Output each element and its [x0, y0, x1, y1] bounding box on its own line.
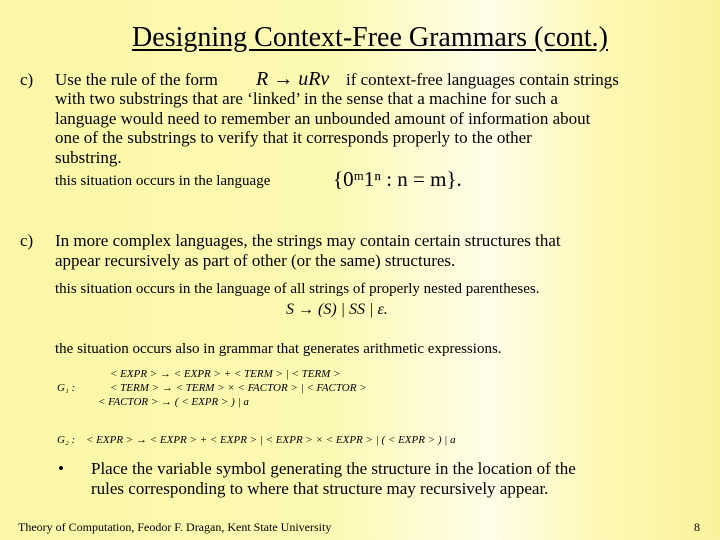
- item2-line: appear recursively as part of other (or the same) structures.: [55, 250, 456, 270]
- footer-credit: Theory of Computation, Feodor F. Dragan, Kent State University: [18, 520, 332, 534]
- item1-example-text: this situation occurs in the language: [55, 173, 271, 189]
- page-number: 8: [694, 520, 700, 534]
- g2-rule: < EXPR > → < EXPR > + < EXPR > | < EXPR > × < EXPR > | ( < EXPR > ) | a: [86, 434, 456, 446]
- g1-rules: [98, 367, 367, 409]
- g2-label: G₂ :: [57, 434, 76, 446]
- item1-example-set: {0ᵐ1ⁿ : n = m}.: [333, 167, 462, 191]
- item1-line: substring.: [55, 147, 122, 167]
- paren-rule: S → (S) | SS | ε.: [286, 301, 388, 318]
- bullet-line: rules corresponding to where that structure may recursively appear.: [91, 478, 549, 498]
- g1-rule: < FACTOR > → ( < EXPR > ) | a: [98, 396, 249, 408]
- item1-line: one of the substrings to verify that it corresponds properly to the other: [55, 128, 532, 147]
- item2-body: [55, 231, 715, 270]
- g1-rule: < EXPR > → < EXPR > + < TERM > | < TERM >: [110, 368, 341, 380]
- item1-first-line: [55, 70, 218, 90]
- bullet-icon: •: [58, 459, 64, 478]
- slide-title: Designing Context-Free Grammars (cont.): [132, 22, 608, 53]
- item1-text-before: Use the rule of the form: [55, 70, 218, 89]
- bullet-text: [91, 459, 711, 498]
- item1-body: [55, 89, 715, 167]
- item1-line: language would need to remember an unbounded amount of information about: [55, 108, 591, 128]
- item2-line: In more complex languages, the strings may contain certain structures that: [55, 231, 561, 250]
- g1-label: G₁ :: [57, 382, 76, 394]
- item2-label: c): [20, 231, 34, 250]
- bullet-line: Place the variable symbol generating the structure in the location of the: [91, 459, 576, 478]
- g1-rule: < TERM > → < TERM > × < FACTOR > | < FACTOR >: [110, 382, 367, 394]
- arith-text: the situation occurs also in grammar that generates arithmetic expressions.: [55, 341, 502, 357]
- item1-label: c): [20, 70, 34, 89]
- item1-text-after: if context-free languages contain strings: [346, 70, 619, 89]
- item2-example-text: this situation occurs in the language of all strings of properly nested parentheses.: [55, 281, 540, 297]
- item1-rule: R → uRv: [256, 68, 330, 90]
- item1-line: with two substrings that are ‘linked’ in the sense that a machine for such a: [55, 89, 558, 108]
